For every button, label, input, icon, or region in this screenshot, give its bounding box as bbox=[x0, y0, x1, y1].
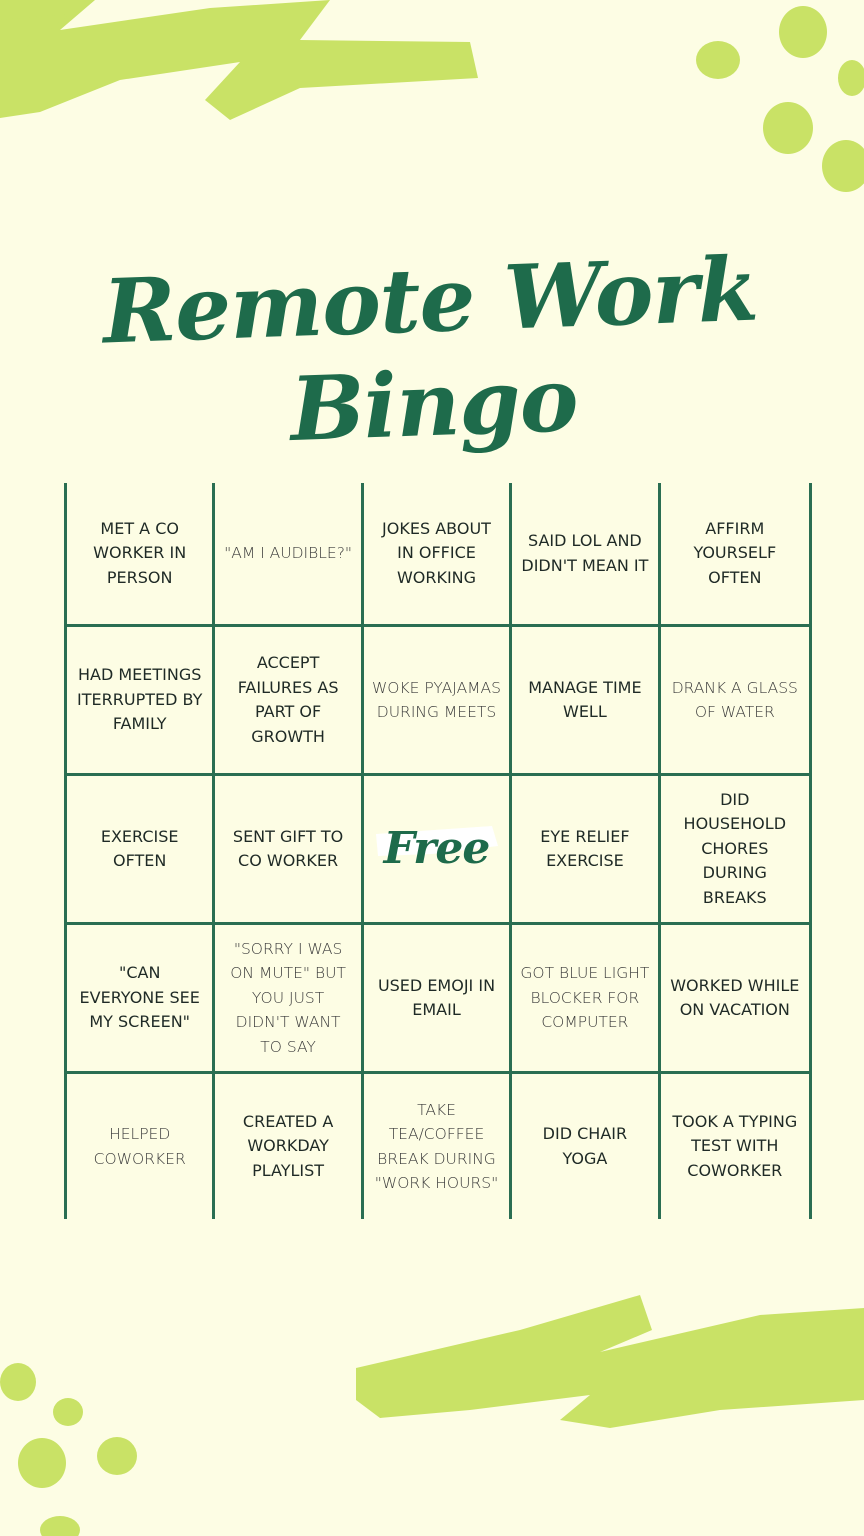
bingo-cell bbox=[661, 627, 809, 776]
bingo-cell bbox=[67, 776, 215, 925]
brush-stroke-bottom-right bbox=[356, 1295, 864, 1428]
bingo-cell bbox=[364, 483, 512, 627]
brush-stroke-top-left-2 bbox=[0, 14, 70, 64]
bingo-cell bbox=[512, 776, 660, 925]
bingo-cell-label: CREATED A WORKDAY PLAYLIST bbox=[242, 1111, 334, 1180]
bingo-cell-label: DID CHAIR YOGA bbox=[542, 1124, 628, 1168]
bingo-cell-label: HELPED COWORKER bbox=[93, 1125, 186, 1168]
bingo-cell bbox=[512, 627, 660, 776]
bingo-grid bbox=[64, 483, 812, 1219]
bingo-cell-label: DRANK A GLASS OF WATER bbox=[671, 678, 798, 721]
bingo-cell bbox=[215, 776, 363, 925]
bingo-cell bbox=[512, 925, 660, 1074]
dot-2 bbox=[696, 41, 740, 79]
bingo-cell-label: "SORRY I WAS ON MUTE" BUT YOU JUST DIDN'T WANT TO SAY bbox=[230, 939, 346, 1056]
bingo-cell-label: JOKES ABOUT IN OFFICE WORKING bbox=[382, 518, 491, 587]
dot-10 bbox=[40, 1516, 80, 1536]
bingo-cell bbox=[67, 1074, 215, 1219]
bingo-cell bbox=[67, 483, 215, 627]
bingo-cell bbox=[512, 1074, 660, 1219]
bingo-cell-label: EYE RELIEF EXERCISE bbox=[540, 826, 630, 870]
dot-6 bbox=[0, 1363, 36, 1401]
dot-4 bbox=[763, 102, 813, 154]
dot-5 bbox=[822, 140, 864, 192]
dot-9 bbox=[97, 1437, 137, 1475]
bingo-cell bbox=[67, 627, 215, 776]
bingo-cell bbox=[364, 925, 512, 1074]
bingo-cell bbox=[512, 483, 660, 627]
bingo-cell-label: SENT GIFT TO CO WORKER bbox=[232, 826, 344, 870]
bingo-cell-label: MANAGE TIME WELL bbox=[528, 677, 642, 721]
bingo-cell bbox=[661, 483, 809, 627]
bingo-cell-label: MET A CO WORKER IN PERSON bbox=[93, 518, 187, 587]
dot-1 bbox=[779, 6, 827, 58]
page-title: Remote Work Bingo bbox=[101, 236, 760, 461]
bingo-cell bbox=[215, 627, 363, 776]
dot-3 bbox=[838, 60, 864, 96]
bingo-cell bbox=[215, 925, 363, 1074]
bingo-cell-label: TAKE TEA/COFFEE BREAK DURING "WORK HOURS" bbox=[374, 1100, 499, 1192]
dot-8 bbox=[18, 1438, 66, 1488]
bingo-cell-label: WORKED WHILE ON VACATION bbox=[670, 975, 800, 1019]
bingo-cell-label: AFFIRM YOURSELF OFTEN bbox=[693, 518, 777, 587]
bingo-cell bbox=[661, 776, 809, 925]
bingo-cell bbox=[661, 1074, 809, 1219]
bingo-cell-label: HAD MEETINGS ITERRUPTED BY FAMILY bbox=[77, 665, 203, 734]
bingo-cell-label: ACCEPT FAILURES AS PART OF GROWTH bbox=[237, 653, 339, 746]
bingo-cell bbox=[661, 925, 809, 1074]
bingo-cell bbox=[364, 1074, 512, 1219]
bingo-cell-label: "CAN EVERYONE SEE MY SCREEN" bbox=[79, 963, 200, 1032]
bingo-cell-label: DID HOUSEHOLD CHORES DURING BREAKS bbox=[683, 789, 787, 907]
bingo-cell bbox=[215, 483, 363, 627]
bingo-cell bbox=[67, 925, 215, 1074]
bingo-cell-label: EXERCISE OFTEN bbox=[100, 826, 179, 870]
dot-7 bbox=[53, 1398, 83, 1426]
bingo-cell-label: TOOK A TYPING TEST WITH COWORKER bbox=[672, 1111, 798, 1180]
bingo-cell-label: SAID LOL AND DIDN'T MEAN IT bbox=[521, 531, 649, 575]
free-space-label: Free bbox=[383, 822, 490, 874]
bingo-cell-label: WOKE PYAJAMAS DURING MEETS bbox=[371, 678, 501, 721]
bingo-cell bbox=[215, 1074, 363, 1219]
bingo-cell-label: GOT BLUE LIGHT BLOCKER FOR COMPUTER bbox=[520, 964, 650, 1032]
brush-stroke-top-left bbox=[0, 0, 478, 120]
bingo-cell-label: "AM I AUDIBLE?" bbox=[224, 544, 353, 563]
bingo-cell bbox=[364, 627, 512, 776]
bingo-cell-free bbox=[364, 776, 512, 925]
bingo-cell-label: USED EMOJI IN EMAIL bbox=[377, 975, 496, 1019]
